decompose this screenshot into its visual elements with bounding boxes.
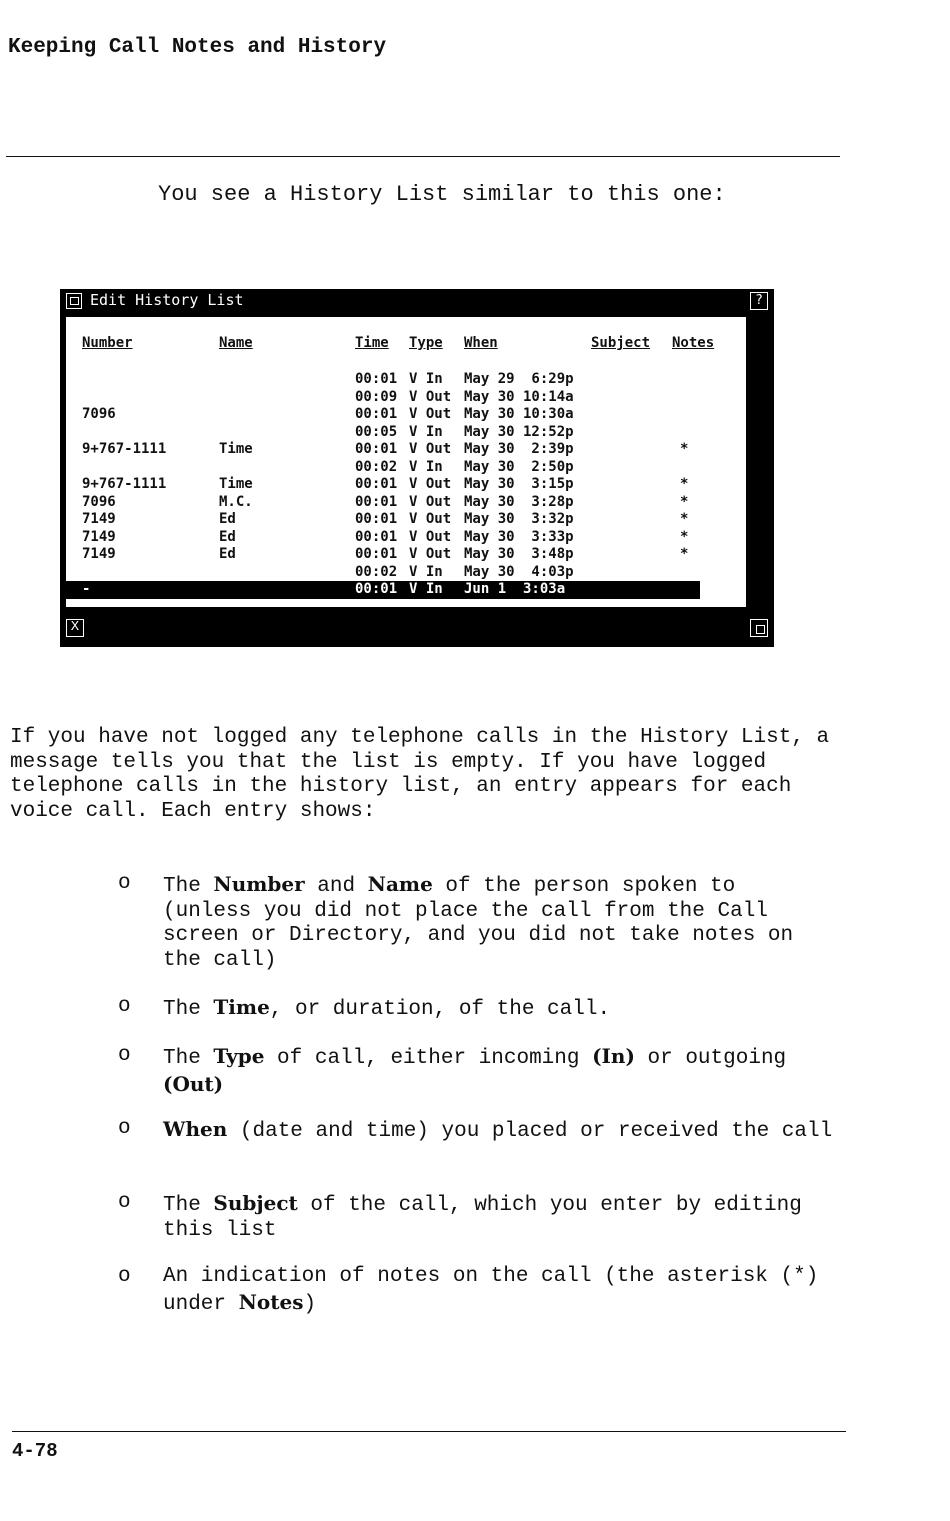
cell-type: V Out — [409, 476, 452, 492]
window-title: Edit History List — [90, 291, 244, 309]
cell-when: May 29 6:29p — [464, 371, 574, 387]
cell-type: V In — [409, 581, 443, 597]
text: of the person spoken to (unless you did not place the call from the Call screen or Directory, and you did not take notes on the call) — [163, 875, 794, 972]
keyword: Time — [213, 995, 270, 1019]
cell-notes: * — [680, 511, 689, 527]
cell-notes: * — [680, 528, 689, 545]
cell-notes: * — [680, 476, 689, 492]
text: The — [163, 1047, 214, 1070]
column-header-time: Time — [355, 335, 389, 351]
cell-type: V In — [409, 371, 443, 387]
system-menu-icon[interactable] — [66, 293, 82, 309]
keyword: Number — [213, 872, 305, 896]
table-row[interactable] — [66, 476, 746, 494]
cell-name: Ed — [219, 511, 236, 527]
keyword: Notes — [238, 1289, 304, 1314]
vertical-scrollbar[interactable] — [750, 317, 768, 607]
intro-text: You see a History List similar to this one: — [158, 182, 726, 207]
cell-number: 7096 — [82, 493, 116, 510]
cell-time: 00:01 — [355, 581, 398, 597]
table-row[interactable] — [66, 389, 746, 407]
text: An indication of notes on the call (the asterisk (*) under — [163, 1265, 819, 1316]
bullet-item — [163, 1044, 833, 1099]
footer-rule — [12, 1431, 846, 1432]
header-rule — [6, 156, 840, 157]
cell-time: 00:02 — [355, 458, 398, 475]
text: The — [163, 875, 214, 898]
text: The — [163, 998, 214, 1021]
table-row[interactable] — [66, 406, 746, 424]
cell-number: 7096 — [82, 406, 116, 422]
column-header-type: Type — [409, 335, 443, 351]
cell-notes: * — [680, 441, 689, 457]
cell-notes: * — [680, 493, 689, 510]
cell-name: M.C. — [219, 493, 253, 510]
window-title-bar — [60, 289, 774, 313]
cell-type: V In — [409, 563, 443, 580]
bullet-marker: o — [118, 1191, 131, 1214]
cell-when: May 30 3:33p — [464, 528, 574, 545]
table-row[interactable] — [66, 459, 746, 477]
cell-type: V Out — [409, 511, 452, 527]
table-row[interactable] — [66, 511, 746, 529]
body-paragraph: If you have not logged any telephone calls in the History List, a message tells you that the list is empty. If you have logged telephone calls in the history list, an entry appears for each voice call. Each entry shows: — [10, 726, 830, 823]
page-number: 4-78 — [12, 1440, 58, 1462]
keyword: Name — [367, 872, 433, 896]
cell-type: V Out — [409, 528, 452, 545]
bullet-marker: o — [118, 872, 131, 895]
bullet-marker: o — [118, 1117, 131, 1140]
column-header-when: When — [464, 335, 498, 351]
cell-when: May 30 3:28p — [464, 493, 574, 510]
cell-type: V In — [409, 458, 443, 475]
bullet-item — [163, 1265, 833, 1317]
cell-when: May 30 10:14a — [464, 388, 574, 405]
cell-when: May 30 10:30a — [464, 406, 574, 422]
cell-name: Ed — [219, 528, 236, 545]
column-header-name: Name — [219, 335, 253, 351]
bullet-item — [163, 1191, 833, 1243]
column-header-subject: Subject — [591, 335, 651, 351]
cell-time: 00:01 — [355, 511, 398, 527]
cell-when: May 30 12:52p — [464, 423, 574, 440]
history-rows — [66, 371, 746, 599]
keyword: Type — [213, 1044, 265, 1068]
cell-name: Time — [219, 476, 253, 492]
cell-name: Time — [219, 441, 253, 457]
cell-number: 7149 — [82, 546, 116, 562]
cell-when: May 30 4:03p — [464, 563, 574, 580]
text: or outgoing — [634, 1047, 787, 1070]
bullet-marker: o — [118, 1265, 131, 1288]
table-row[interactable] — [66, 564, 746, 582]
bullet-marker: o — [118, 995, 131, 1018]
table-row[interactable] — [66, 441, 746, 459]
bullet-item — [163, 1117, 833, 1145]
selected-table-row[interactable] — [66, 581, 700, 599]
text: , or duration, of the call. — [269, 998, 611, 1021]
keyword: When — [163, 1117, 228, 1141]
bullet-marker: o — [118, 1044, 131, 1067]
cell-number: 7149 — [82, 511, 116, 527]
table-row[interactable] — [66, 424, 746, 442]
cell-when: May 30 3:48p — [464, 546, 574, 562]
cell-time: 00:01 — [355, 441, 398, 457]
bullet-item — [163, 872, 833, 973]
cell-time: 00:01 — [355, 371, 398, 387]
cell-time: 00:01 — [355, 528, 398, 545]
page-header-title: Keeping Call Notes and History — [8, 36, 387, 59]
cell-when: May 30 3:32p — [464, 511, 574, 527]
keyword: Subject — [213, 1191, 298, 1215]
text: of call, either incoming — [264, 1047, 593, 1070]
text: and — [304, 875, 368, 898]
help-button[interactable]: ? — [750, 292, 768, 310]
cell-time: 00:01 — [355, 476, 398, 492]
text: (date and time) you placed or received the call — [227, 1120, 833, 1143]
bullet-item — [163, 995, 833, 1023]
cell-number: - — [82, 581, 91, 597]
history-list-window — [60, 289, 774, 647]
cell-type: V Out — [409, 406, 452, 422]
cell-when: May 30 2:50p — [464, 458, 574, 475]
cell-time: 00:02 — [355, 563, 398, 580]
cell-notes: * — [680, 546, 689, 562]
cell-when: May 30 2:39p — [464, 441, 574, 457]
cell-time: 00:01 — [355, 493, 398, 510]
keyword: (Out) — [163, 1071, 224, 1096]
cell-type: V Out — [409, 493, 452, 510]
text: The — [163, 1194, 214, 1217]
text: ) — [303, 1292, 317, 1316]
cell-type: V In — [409, 423, 443, 440]
table-row[interactable] — [66, 546, 746, 564]
cell-number: 9+767-1111 — [82, 441, 167, 457]
text: of the call, which you enter by editing this list — [163, 1194, 802, 1242]
cell-type: V Out — [409, 441, 452, 457]
cell-when: May 30 3:15p — [464, 476, 574, 492]
history-list — [66, 317, 746, 607]
cell-time: 00:01 — [355, 546, 398, 562]
table-row[interactable] — [66, 529, 746, 547]
cell-name: Ed — [219, 546, 236, 562]
table-row[interactable] — [66, 371, 746, 389]
keyword: (In) — [592, 1044, 635, 1068]
cell-type: V Out — [409, 546, 452, 562]
resize-icon[interactable] — [750, 619, 768, 637]
column-header-notes: Notes — [672, 335, 715, 351]
table-row[interactable] — [66, 494, 746, 512]
cell-time: 00:05 — [355, 423, 398, 440]
column-header-number: Number — [82, 335, 133, 351]
cell-number: 7149 — [82, 528, 116, 545]
cell-type: V Out — [409, 388, 452, 405]
cell-time: 00:01 — [355, 406, 398, 422]
cell-number: 9+767-1111 — [82, 476, 167, 492]
cell-when: Jun 1 3:03a — [464, 581, 566, 597]
close-button[interactable]: X — [66, 619, 84, 637]
cell-time: 00:09 — [355, 388, 398, 405]
window-status-bar — [60, 611, 774, 647]
